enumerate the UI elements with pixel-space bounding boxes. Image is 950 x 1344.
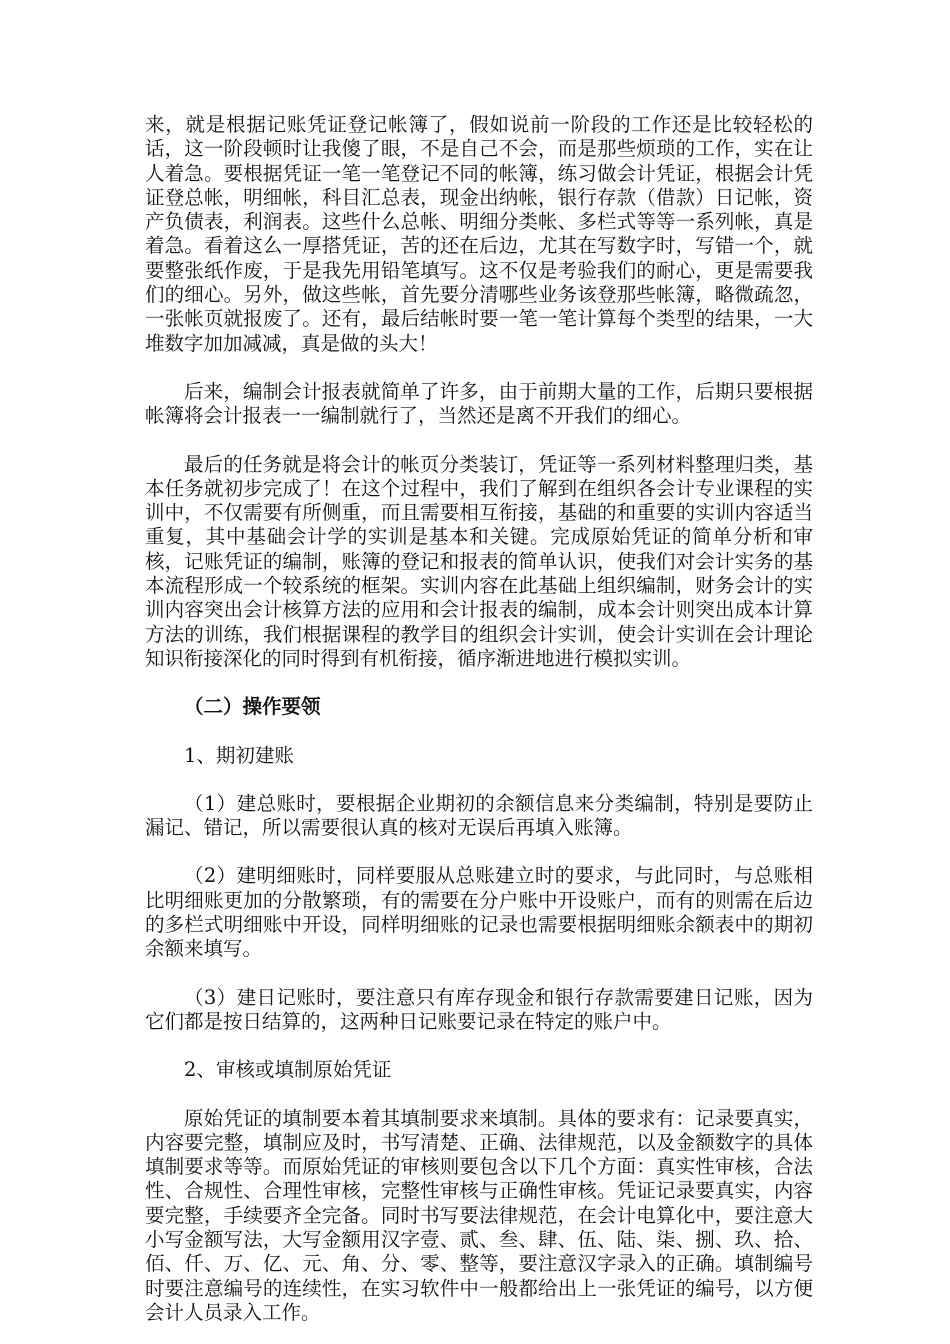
paragraph-voucher-requirements: 原始凭证的填制要本着其填制要求来填制。具体的要求有：记录要真实，内容要完整，填制应及时，书写清楚、正确、法律规范，以及金额数字的具体填制要求等等。而原始凭证的审核则要包含以下几个方面：真实性审核，合法性、合规性、合理性审核，完整性审核与正确性审核。凭证记录要真实，内容要完整，手续要齐全完备。同时书写要法律规范，在会计电算化中，要注意大小写金额写法，大写金额用汉字壹、贰、叁、肆、伍、陆、柒、捌、玖、拾、佰、仟、万、亿、元、角、分、零、整等，要注意汉字录入的正确。填制编号时要注意编号的连续性，在实习软件中一般都给出上一张凭证的编号，以方便会计人员录入工作。	[145, 1106, 813, 1324]
document-page	[145, 113, 813, 1325]
paragraph-subsidiary-ledger: （2）建明细账时，同样要服从总账建立时的要求，与此同时，与总账相比明细账更加的分散繁琐，有的需要在分户账中开设账户，而有的则需在后边的多栏式明细账中开设，同样明细账的记录也需要根据明细账余额表中的期初余额来填写。	[145, 864, 813, 961]
paragraph-final-task: 最后的任务就是将会计的帐页分类装订，凭证等一系列材料整理归类，基本任务就初步完成了！在这个过程中，我们了解到在组织各会计专业课程的实训中，不仅需要有所侧重，而且需要相互衔接，基础的和重要的实训内容适当重复，其中基础会计学的实训是基本和关键。完成原始凭证的简单分析和审核，记账凭证的编制，账簿的登记和报表的简单认识，使我们对会计实务的基本流程形成一个较系统的框架。实训内容在此基础上组织编制，财务会计的实训内容突出会计核算方法的应用和会计报表的编制，成本会计则突出成本计算方法的训练，我们根据课程的教学目的组织会计实训，使会计实训在会计理论知识衔接深化的同时得到有机衔接，循序渐进地进行模拟实训。	[145, 452, 813, 670]
paragraph-report-compilation: 后来，编制会计报表就简单了许多，由于前期大量的工作，后期只要根据帐簿将会计报表一一编制就行了，当然还是离不开我们的细心。	[145, 379, 813, 428]
section-heading-operation-essentials: （二）操作要领	[184, 695, 321, 719]
subheading-opening-accounts: 1、期初建账	[184, 743, 294, 767]
paragraph-journal: （3）建日记账时，要注意只有库存现金和银行存款需要建日记账，因为它们都是按日结算的，这两种日记账要记录在特定的账户中。	[145, 985, 813, 1033]
paragraph-continued: 来，就是根据记账凭证登记帐簿了，假如说前一阶段的工作还是比较轻松的话，这一阶段顿时让我傻了眼，不是自己不会，而是那些烦琐的工作，实在让人着急。要根据凭证一笔一笔登记不同的帐簿，练习做会计凭证，根据会计凭证登总帐，明细帐，科目汇总表，现金出纳帐，银行存款（借款）日记帐，资产负债表，利润表。这些什么总帐、明细分类帐、多栏式等等一系列帐，真是着急。看着这么一厚搭凭证，苦的还在后边，尤其在写数字时，写错一个，就要整张纸作废，于是我先用铅笔填写。这不仅是考验我们的耐心，更是需要我们的细心。另外，做这些帐，首先要分清哪些业务该登那些帐簿，略微疏忽，一张帐页就报废了。还有，最后结帐时要一笔一笔计算每个类型的结果，一大堆数字加加减减，真是做的头大！	[145, 113, 813, 355]
paragraph-general-ledger: （1）建总账时，要根据企业期初的余额信息来分类编制，特别是要防止漏记、错记，所以需要很认真的核对无误后再填入账簿。	[145, 791, 813, 840]
subheading-original-vouchers: 2、审核或填制原始凭证	[184, 1058, 392, 1082]
